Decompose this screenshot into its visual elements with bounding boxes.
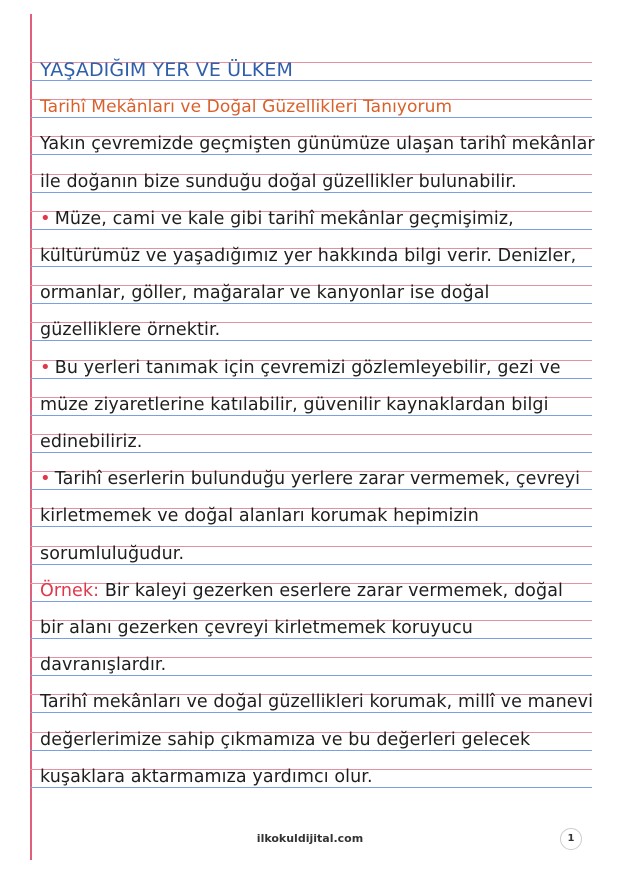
text-line <box>40 319 590 343</box>
bullet-icon: • <box>40 468 51 490</box>
text-line <box>40 543 590 567</box>
line-text: sorumluluğudur. <box>40 543 185 564</box>
line-text: ormanlar, göller, mağaralar ve kanyonlar ise doğal <box>40 283 490 304</box>
footer-site: ilkokuldijital.com <box>256 832 364 845</box>
line-text: güzelliklere örnektir. <box>40 320 221 341</box>
line-text: Tarihî mekânları ve doğal güzellikleri korumak, millî ve manevi <box>40 692 594 713</box>
text-line <box>40 654 590 678</box>
text-line <box>40 357 590 381</box>
text-line <box>40 282 590 306</box>
line-text: davranışlardır. <box>40 655 167 676</box>
text-line <box>40 766 590 790</box>
text-line <box>40 691 594 715</box>
line-text: edinebiliriz. <box>40 432 143 452</box>
bullet-icon: • <box>40 356 51 378</box>
text-line <box>40 468 590 492</box>
lined-paper <box>30 59 595 822</box>
line-text: Yakın çevremizde geçmişten günümüze ulaşan tarihî mekânlar <box>40 134 595 155</box>
text-line <box>40 245 590 269</box>
text-line <box>40 729 590 753</box>
line-text: Bir kaleyi gezerken eserlere zarar vermemek, doğal <box>104 580 563 601</box>
text-line <box>40 617 590 641</box>
line-text: değerlerimize sahip çıkmamıza ve bu değerleri gelecek <box>40 729 531 750</box>
line-text: Tarihî eserlerin bulunduğu yerlere zarar vermemek, çevreyi <box>54 469 581 490</box>
line-text: bir alanı gezerken çevreyi kirletmemek koruyucu <box>40 618 473 638</box>
bullet-icon: • <box>40 207 51 229</box>
text-line <box>40 580 590 604</box>
text-line <box>40 208 590 232</box>
page-title: YAŞADIĞIM YER VE ÜLKEM <box>40 59 293 81</box>
text-line <box>40 431 590 455</box>
example-label: Örnek: <box>40 580 100 601</box>
text-line <box>40 171 590 195</box>
line-text: ile doğanın bize sunduğu doğal güzellikler bulunabilir. <box>40 171 517 192</box>
line-text: kuşaklara aktarmamıza yardımcı olur. <box>40 766 373 787</box>
text-line <box>40 505 590 529</box>
line-text: müze ziyaretlerine katılabilir, güvenilir kaynaklardan bilgi <box>40 394 549 415</box>
page-number: 1 <box>560 828 582 850</box>
line-text: kültürümüz ve yaşadığımız yer hakkında bilgi verir. Denizler, <box>40 246 577 266</box>
line-text: kirletmemek ve doğal alanları korumak hepimizin <box>40 506 479 527</box>
text-line <box>40 394 590 418</box>
text-line <box>40 133 595 157</box>
line-text: Müze, cami ve kale gibi tarihî mekânlar geçmişimiz, <box>54 208 514 229</box>
line-text: Bu yerleri tanımak için çevremizi gözlemleyebilir, gezi ve <box>54 357 561 378</box>
section-subtitle: Tarihî Mekânları ve Doğal Güzellikleri Tanıyorum <box>40 97 453 118</box>
